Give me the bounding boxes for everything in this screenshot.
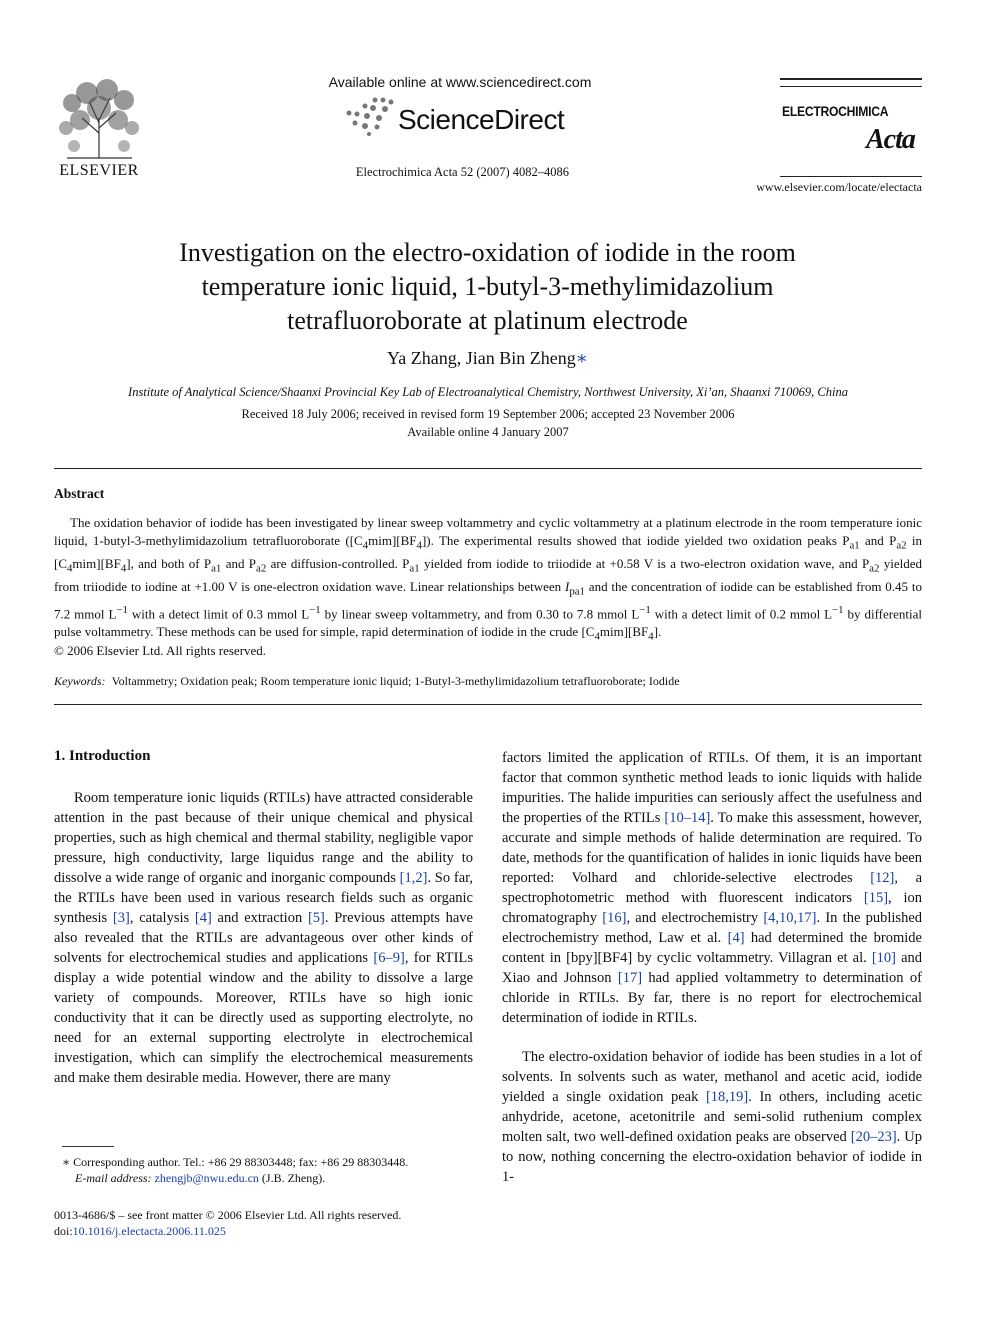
sciencedirect-dots-icon bbox=[345, 96, 395, 136]
journal-logo-rule bbox=[780, 78, 922, 80]
citation-link[interactable]: [1,2] bbox=[399, 870, 428, 886]
doi-label: doi: bbox=[54, 1224, 73, 1238]
author-names: Ya Zhang, Jian Bin Zheng bbox=[387, 348, 576, 368]
journal-citation: Electrochimica Acta 52 (2007) 4082–4086 bbox=[355, 165, 570, 179]
received-dates: Received 18 July 2006; received in revised form 19 September 2006; accepted 23 November 2006 bbox=[241, 407, 735, 421]
doi-link[interactable]: 10.1016/j.electacta.2006.11.025 bbox=[72, 1224, 226, 1238]
citation-link[interactable]: [10] bbox=[871, 950, 896, 966]
online-date: Available online 4 January 2007 bbox=[407, 425, 569, 439]
citation-link[interactable]: [4,10,17] bbox=[763, 910, 817, 926]
publisher-name: ELSEVIER bbox=[59, 162, 139, 179]
author-affiliation: Institute of Analytical Science/Shaanxi Provincial Key Lab of Electroanalytical Chemistry, Northwest University, Xi’an, Shaanxi 710069, China bbox=[128, 385, 848, 399]
citation-link[interactable]: [12] bbox=[870, 870, 895, 886]
journal-logo-rule bbox=[780, 176, 922, 177]
doi-line bbox=[54, 1224, 226, 1239]
citation-link[interactable]: [5] bbox=[307, 910, 325, 926]
citation-link[interactable]: [15] bbox=[863, 890, 889, 906]
abstract-copyright: © 2006 Elsevier Ltd. All rights reserved. bbox=[54, 643, 267, 658]
citation-link[interactable]: [3] bbox=[112, 910, 130, 926]
abstract-heading: Abstract bbox=[54, 486, 105, 501]
citation-link[interactable]: [16] bbox=[602, 910, 627, 926]
keywords-label: Keywords: bbox=[54, 674, 106, 688]
intro-paragraph-1-cont: factors limited the application of RTILs. Of them, it is an important factor that common synthetic method leads to ionic liquids with halide impurities. The halide impurities can seriously affect the usefulness and the properties of the RTILs [10–14]. To make this assessment, however, accurate and simple methods of halide determination are required. To date, methods for the quantification of halides in ionic liquids have been reported: Volhard and chloride-selective electrodes [12], a spectrophotometric method with fluorescent indicators [15], ion chromatography [16], and electrochemistry [4,10,17]. In the published electrochemistry method, Law et al. [4] had determined the bromide content in [bpy][BF4] by cyclic voltammetry. Villagran et al. [10] and Xiao and Johnson [17] had applied voltammetry to determination of chloride in RTILs. By far, there is no report for electrochemical determination of iodide in RTILs. bbox=[502, 750, 923, 1026]
citation-link[interactable]: [17] bbox=[617, 970, 643, 986]
abstract-text: The oxidation behavior of iodide has been investigated by linear sweep voltammetry and cyclic voltammetry at a platinum electrode in the room temperature ionic liquid, 1-butyl-3-methylimidazolium tetrafluoroborate $([C_4mim][BF_4])$. The experimental results showed that iodide yielded two oxidation peaks $P_{a1}$ and $P_{a2}$ in $[C_4mim][BF_4]$, and both of $P_{a1}$ and $P_{a2}$ are diffusion-controlled. $P_{a1}$ yielded from iodide to triiodide at +0.58 V is a two-electron oxidation wave, and $P_{a2}$ yielded from triiodide to iodine at +1.00 V is one-electron oxidation wave. Linear relationships between $I_{pa1}$ and the concentration of iodide can be established from 0.45 to 7.2 mmol $L^{-1}$ with a detect limit of 0.3 mmol $L^{-1}$ by linear sweep voltammetry, and from 0.30 to 7.8 mmol $L^{-1}$ with a detect limit of 0.2 mmol $L^{-1}$ by differential pulse voltammetry. These methods can be used for simple, rapid determination of iodide in the crude $[C_4mim][BF_4]$. bbox=[54, 515, 923, 643]
citation-link[interactable]: [20–23] bbox=[850, 1129, 897, 1145]
keywords bbox=[54, 674, 680, 689]
section-heading: 1. Introduction bbox=[54, 748, 151, 764]
email-label: E-mail address: bbox=[75, 1171, 152, 1185]
author-list bbox=[120, 348, 855, 369]
corresponding-author-note: ∗ Corresponding author. Tel.: +86 29 88303448; fax: +86 29 88303448. bbox=[62, 1155, 409, 1169]
citation-link[interactable]: [6–9] bbox=[373, 950, 405, 966]
citation-link[interactable]: [4] bbox=[194, 910, 212, 926]
email-link[interactable]: zhengjb@nwu.edu.cn bbox=[154, 1171, 259, 1185]
journal-logo-acta: Acta bbox=[866, 124, 915, 155]
citation-link[interactable]: [18,19] bbox=[705, 1089, 749, 1105]
divider bbox=[54, 468, 922, 469]
issn-line: 0013-4686/$ – see front matter © 2006 Elsevier Ltd. All rights reserved. bbox=[54, 1208, 402, 1222]
journal-logo-rule bbox=[780, 86, 922, 87]
email-suffix: (J.B. Zheng). bbox=[258, 1171, 326, 1185]
footnote-rule bbox=[62, 1146, 114, 1147]
corresponding-author-mark[interactable]: ∗ bbox=[575, 348, 588, 368]
keywords-list: Voltammetry; Oxidation peak; Room temperature ionic liquid; 1-Butyl-3-methylimidazolium tetrafluoroborate; Iodide bbox=[111, 674, 680, 688]
available-online-banner[interactable]: Available online at www.sciencedirect.com bbox=[328, 74, 592, 90]
intro-paragraph-2: The electro-oxidation behavior of iodide has been studies in a lot of solvents. In solvents such as water, methanol and acetic acid, iodide yielded a single oxidation peak [18,19]. In others, including acetic anhydride, acetone, acetonitrile and semi-solid ruthenium complex molten salt, two well-defined oxidation peaks are observed [20–23]. Up to now, nothing concerning the electro-oxidation behavior of iodide in 1- bbox=[502, 1049, 922, 1185]
sciencedirect-wordmark: ScienceDirect bbox=[398, 104, 565, 135]
article-title: Investigation on the electro-oxidation of iodide in the room temperature ionic liquid, 1-butyl-3-methylimidazolium tetrafluoroborate at platinum electrode bbox=[179, 238, 796, 335]
journal-url-link[interactable]: www.elsevier.com/locate/electacta bbox=[756, 180, 922, 194]
divider bbox=[54, 704, 922, 705]
email-note bbox=[75, 1171, 325, 1186]
citation-link[interactable]: [4] bbox=[727, 930, 745, 946]
journal-logo-name: ELECTROCHIMICA bbox=[782, 104, 889, 119]
intro-paragraph-1: Room temperature ionic liquids (RTILs) have attracted considerable attention in the past because of their unique chemical and physical properties, such as high chemical and thermal stability, negligible vapor pressure, high conductivity, large liquidus range and the ability to dissolve a wide range of organic and inorganic compounds [1,2]. So far, the RTILs have been used in various research fields such as organic synthesis [3], catalysis [4] and extraction [5]. Previous attempts have also revealed that the RTILs are advantageous over other kinds of solvents for electrochemical studies and applications [6–9], for RTILs display a wide potential window and the ability to dissolve a large variety of compounds. Moreover, RTILs have so high ionic conductivity that it can be directly used as supporting electrolyte, no need for an external supporting electrolyte in electrochemical investigation, which can simplify the electrochemical measurements and make them desirable media. However, there are many bbox=[54, 790, 474, 1086]
citation-link[interactable]: [10–14] bbox=[664, 810, 711, 826]
